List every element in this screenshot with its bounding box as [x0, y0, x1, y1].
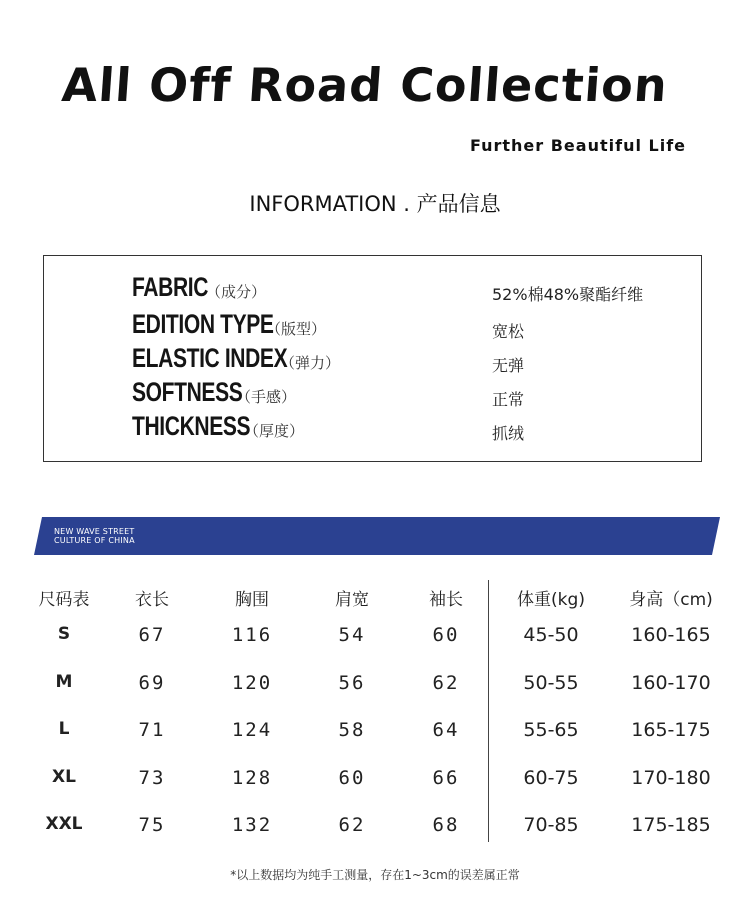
table-cell: 45-50 [523, 624, 579, 646]
table-cell: 64 [432, 719, 460, 741]
table-cell: 165-175 [631, 719, 711, 741]
info-row-edition-type [132, 309, 692, 343]
info-sub-label: （版型） [266, 320, 327, 338]
size-label: M [55, 672, 73, 692]
size-label: S [57, 624, 71, 644]
info-row-thickness [132, 411, 692, 445]
table-cell: 56 [338, 672, 366, 694]
table-cell: 67 [138, 624, 166, 646]
table-cell: 124 [231, 719, 273, 741]
table-cell: 60 [432, 624, 460, 646]
header-weight: 体重(kg) [517, 590, 585, 610]
info-sub-label: （厚度） [244, 422, 305, 440]
banner-text [54, 527, 135, 545]
info-value: 正常 [492, 390, 525, 409]
info-value: 52%棉48%聚酯纤维 [492, 285, 644, 304]
table-cell: 62 [338, 814, 366, 836]
info-label: ELASTIC INDEX [132, 343, 288, 373]
size-label: XL [52, 767, 76, 787]
brand-title: All Off Road Collection [60, 58, 670, 112]
info-sub-label: （手感） [236, 388, 297, 406]
header-chest: 胸围 [235, 590, 269, 610]
header-length: 衣长 [135, 590, 169, 610]
header-size: 尺码表 [38, 590, 90, 610]
table-cell: 120 [231, 672, 273, 694]
info-label: EDITION TYPE [132, 309, 274, 339]
product-info-box [43, 255, 702, 462]
info-row-softness [132, 377, 692, 411]
header-sleeve: 袖长 [429, 590, 463, 610]
table-cell: 70-85 [523, 814, 579, 836]
info-label: SOFTNESS [132, 377, 243, 407]
info-value: 宽松 [492, 322, 525, 341]
footnote: *以上数据均为纯手工测量，存在1~3cm的误差属正常 [230, 868, 520, 882]
table-cell: 60 [338, 767, 366, 789]
table-cell: 116 [231, 624, 273, 646]
info-label: FABRIC [132, 272, 209, 302]
table-cell: 75 [138, 814, 166, 836]
table-cell: 68 [432, 814, 460, 836]
table-cell: 175-185 [631, 814, 711, 836]
size-label: XXL [45, 814, 83, 834]
info-sub-label: （成分） [206, 283, 267, 301]
table-cell: 160-165 [631, 624, 711, 646]
table-cell: 69 [138, 672, 166, 694]
info-row-elastic-index [132, 343, 692, 377]
info-value: 抓绒 [492, 424, 525, 443]
table-cell: 54 [338, 624, 366, 646]
table-cell: 160-170 [631, 672, 711, 694]
table-cell: 128 [231, 767, 273, 789]
table-cell: 60-75 [523, 767, 579, 789]
table-cell: 132 [231, 814, 273, 836]
info-value: 无弹 [492, 356, 525, 375]
info-label: THICKNESS [132, 411, 251, 441]
tagline: Further Beautiful Life [469, 136, 686, 155]
table-cell: 170-180 [631, 767, 711, 789]
section-banner [34, 517, 720, 555]
header-height: 身高（cm) [629, 590, 713, 610]
table-cell: 66 [432, 767, 460, 789]
table-cell: 50-55 [523, 672, 579, 694]
banner-line-1: NEW WAVE STREET [54, 527, 135, 536]
info-heading: INFORMATION . 产品信息 [249, 192, 501, 216]
banner-shape [34, 517, 720, 555]
info-sub-label: （弹力） [280, 354, 341, 372]
banner-line-2: CULTURE OF CHINA [54, 536, 135, 545]
table-divider [488, 580, 489, 842]
table-cell: 62 [432, 672, 460, 694]
table-cell: 71 [138, 719, 166, 741]
table-cell: 58 [338, 719, 366, 741]
info-row-fabric [132, 272, 692, 306]
header-shoulder: 肩宽 [335, 590, 369, 610]
size-label: L [58, 719, 70, 739]
table-cell: 55-65 [523, 719, 579, 741]
table-cell: 73 [138, 767, 166, 789]
